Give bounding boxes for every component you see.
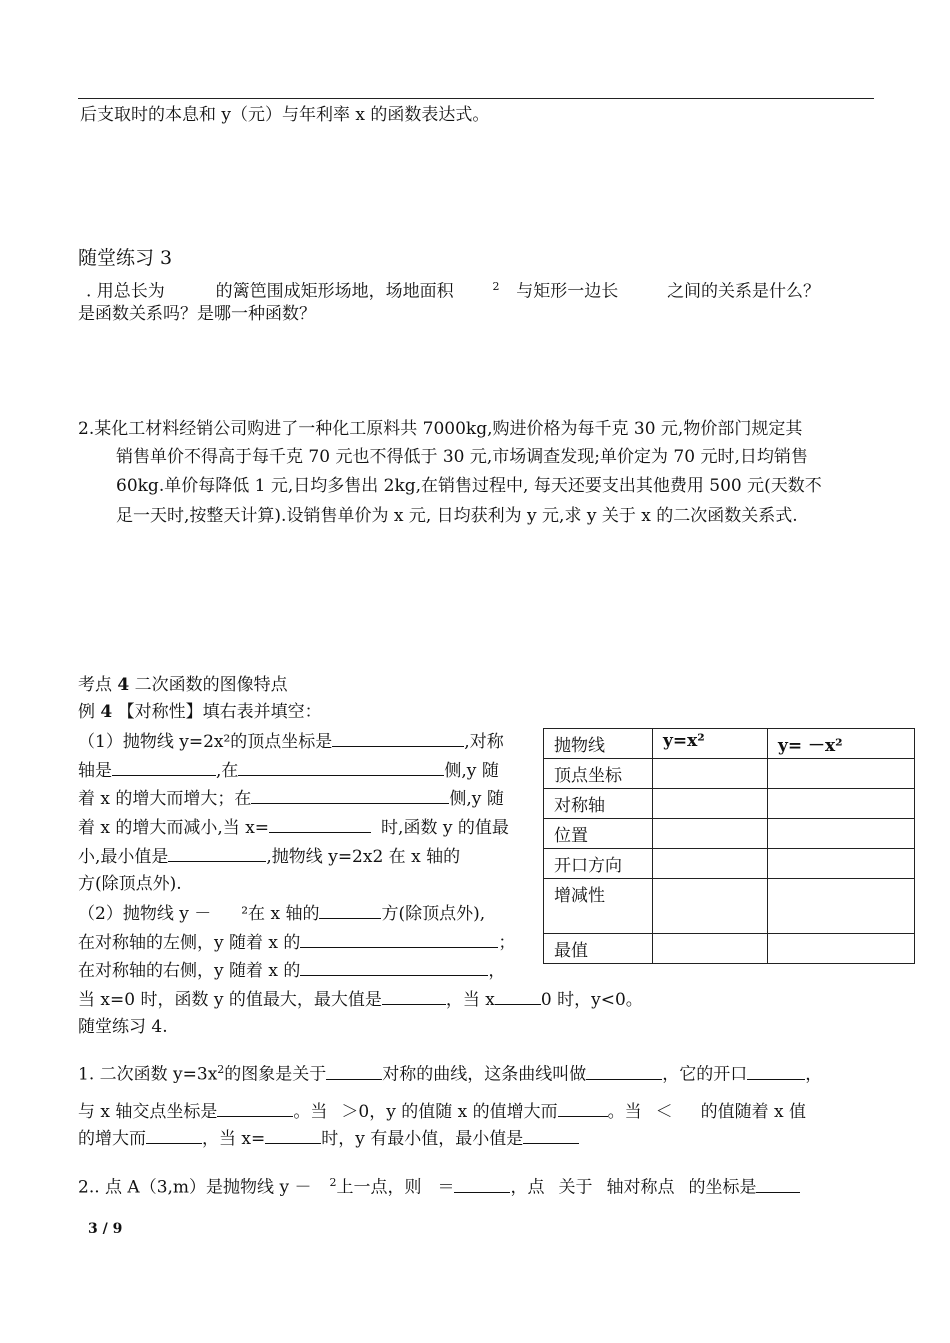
table-row-label: 最值 [544,934,653,964]
table-row [544,789,915,819]
p2-line3 [78,959,505,982]
p2-l3a: 在对称轴的右侧，y 随着 x 的 [78,961,301,981]
table-row [544,759,915,789]
table-row [544,879,915,934]
p1-l1b: ,对称 [464,732,504,752]
p4q1-l2e: ＜ [655,1102,673,1122]
p4q1-l1d: ，它的开口 [662,1064,748,1085]
table-row-label: 位置 [544,819,653,849]
kaodian4-title-num: 4 [117,675,130,695]
table-row-label: 对称轴 [544,789,653,819]
blank-vertex[interactable] [332,730,464,747]
p4q1-l3b: ，当 x= [202,1129,266,1149]
p1-l5a: 小,最小值是 [78,847,169,867]
blank-compare[interactable] [495,988,541,1005]
p4q2-e: 关于 [558,1177,593,1198]
example4-pre: 例 [78,702,95,722]
table-header-cell: y=x² [653,729,768,759]
q1-part4: 之间的关系是什么？ [667,281,821,302]
p4q1-l1c: 对称的曲线，这条曲线叫做 [382,1064,587,1085]
p1-l2b: ,在 [216,761,239,781]
table-cell[interactable] [768,934,915,964]
p4q2-c: ＝ [437,1177,455,1198]
p2-l2a: 在对称轴的左侧，y 随着 x 的 [78,933,301,953]
table-row-label: 顶点坐标 [544,759,653,789]
p2-line2 [78,931,515,954]
practice4-title: 随堂练习 4. [78,1017,168,1037]
p2-line4 [78,988,643,1011]
p1-line6: 方(除顶点外). [78,874,182,894]
p4q1-l1e: ， [805,1064,823,1085]
practice3-q2-line1: 2.某化工材料经销公司购进了一种化工原料共 7000kg,购进价格为每千克 30 元,物价部门规定其 [78,419,803,439]
p1-l4a: 着 x 的增大而减小,当 x= [78,818,270,838]
p1-l2c: 侧,y 随 [444,761,499,781]
table-row [544,934,915,964]
blank-intersection[interactable] [217,1100,293,1117]
table-cell[interactable] [768,879,915,934]
p1-line4 [78,816,509,839]
blank-axis[interactable] [112,759,216,776]
practice4-q2 [78,1172,800,1199]
q1-part2: 的篱笆围成矩形场地，场地面积 [215,281,454,302]
p2-l1b: ²在 x 轴的 [241,904,320,924]
p1-line3 [78,787,504,810]
q1-prefix: . 用总长为 [86,281,165,302]
p4q1-l1a: 1. 二次函数 y=3x [78,1064,218,1085]
blank-increase[interactable] [558,1100,608,1117]
example4-title [78,701,322,723]
table-cell[interactable] [653,849,768,879]
p1-l3b: 侧,y 随 [449,789,504,809]
practice4-q1-line1 [78,1059,822,1086]
kaodian4-title [78,674,288,696]
blank-decrease[interactable] [146,1127,202,1144]
table-cell[interactable] [653,879,768,934]
blank-left-trend[interactable] [300,931,498,948]
practice3-q2-line3: 60kg.单价每降低 1 元,日均多售出 2kg,在销售过程中, 每天还要支出其他费用 500 元(天数不 [116,476,822,496]
table-cell[interactable] [768,759,915,789]
p4q2-d: ，点 [510,1177,545,1198]
p4q1-sup: 2 [217,1063,225,1076]
blank-position[interactable] [319,902,381,919]
blank-symmetric-point[interactable] [756,1176,800,1193]
page-number: 3 / 9 [88,1221,123,1237]
p4q1-l3a: 的增大而 [78,1129,146,1149]
blank-symmetry[interactable] [326,1063,382,1080]
p1-l5b: ,抛物线 y=2x2 在 x 轴的 [266,847,461,867]
p2-l1c: 方(除顶点外), [381,904,486,924]
p1-line5 [78,845,460,868]
example4-num: 4 [100,702,113,722]
blank-side2[interactable] [251,787,449,804]
p4q1-l1b: 的图象是关于 [224,1064,327,1085]
practice3-title [78,243,172,270]
table-header-cell: y= －x² [768,729,915,759]
parabola-table [543,728,915,964]
practice3-q2-line2: 销售单价不得高于每千克 70 元也不得低于 30 元,市场调查发现;单价定为 70 元时,日均销售 [116,447,808,467]
p4q2-sup: 2 [329,1176,337,1189]
p2-l2b: ； [498,933,516,953]
practice4-q1-line3 [78,1127,579,1150]
p4q1-l2c: ＞0，y 的值随 x 的值增大而 [341,1102,558,1122]
p4q1-l2a: 与 x 轴交点坐标是 [78,1102,218,1122]
p2-l4c: 0 时，y<0。 [540,990,643,1010]
blank-min-value[interactable] [168,845,266,862]
table-cell[interactable] [768,819,915,849]
blank-x-min[interactable] [265,1127,321,1144]
practice3-title-text: 随堂练习 3 [78,247,173,269]
blank-right-trend[interactable] [300,959,488,976]
table-cell[interactable] [653,759,768,789]
practice3-q1-line1 [86,276,820,303]
p1-l1a: （1）抛物线 y=2x²的顶点坐标是 [78,732,333,752]
blank-opening[interactable] [747,1063,805,1080]
table-row-label: 增减性 [544,879,653,934]
blank-curve-name[interactable] [586,1063,662,1080]
p1-line1 [78,730,504,753]
p1-line2 [78,759,499,782]
p4q1-l2f: 的值随着 x 值 [700,1102,807,1122]
blank-m-value[interactable] [454,1176,510,1193]
blank-side1[interactable] [238,759,444,776]
kaodian4-title-post: 二次函数的图像特点 [134,675,288,695]
p1-l2a: 轴是 [78,761,112,781]
table-cell[interactable] [768,789,915,819]
blank-x-value[interactable] [269,816,371,833]
p2-l4b: ，当 x [445,990,495,1010]
p4q2-g: 的坐标是 [688,1177,757,1198]
practice4-q1-line2 [78,1100,806,1123]
p2-l1a: （2）抛物线 y － [78,904,212,924]
q1-part3: 与矩形一边长 [516,281,619,302]
top-rule [78,98,874,99]
p4q1-l2b: 。当 [293,1102,328,1122]
p4q1-l3c: 时，y 有最小值，最小值是 [321,1129,524,1149]
table-header-cell: 抛物线 [544,729,653,759]
blank-min-y[interactable] [523,1127,579,1144]
practice3-q1-line2: 是函数关系吗？是哪一种函数？ [78,304,316,324]
table-cell[interactable] [653,934,768,964]
p2-line1 [78,902,485,925]
p4q1-l2d: 。当 [607,1102,642,1122]
table-row-label: 开口方向 [544,849,653,879]
table-cell[interactable] [653,819,768,849]
p2-l4a: 当 x=0 时，函数 y 的值最大，最大值是 [78,990,382,1010]
example4-post: 【对称性】填右表并填空： [117,702,322,722]
p1-l4b: 时,函数 y 的值最 [381,818,509,838]
p4q2-a: 2.. 点 A（3,m）是抛物线 y － [78,1177,312,1198]
p1-l3a: 着 x 的增大而增大；在 [78,789,252,809]
table-cell[interactable] [768,849,915,879]
kaodian4-title-pre: 考点 [78,675,112,695]
blank-max-value[interactable] [382,988,446,1005]
practice3-q2-line4: 足一天时,按整天计算).设销售单价为 x 元, 日均获利为 y 元,求 y 关于 x 的二次函数关系式. [116,506,798,526]
q1-sup: 2 [492,280,500,293]
table-cell[interactable] [653,789,768,819]
table-header-row [544,729,915,759]
p2-l3b: ， [488,961,506,981]
p4q2-f: 轴对称点 [606,1177,675,1198]
table-row [544,819,915,849]
table-row [544,849,915,879]
top-line-text: 后支取时的本息和 y（元）与年利率 x 的函数表达式。 [80,105,490,125]
p4q2-b: 上一点，则 [336,1177,422,1198]
